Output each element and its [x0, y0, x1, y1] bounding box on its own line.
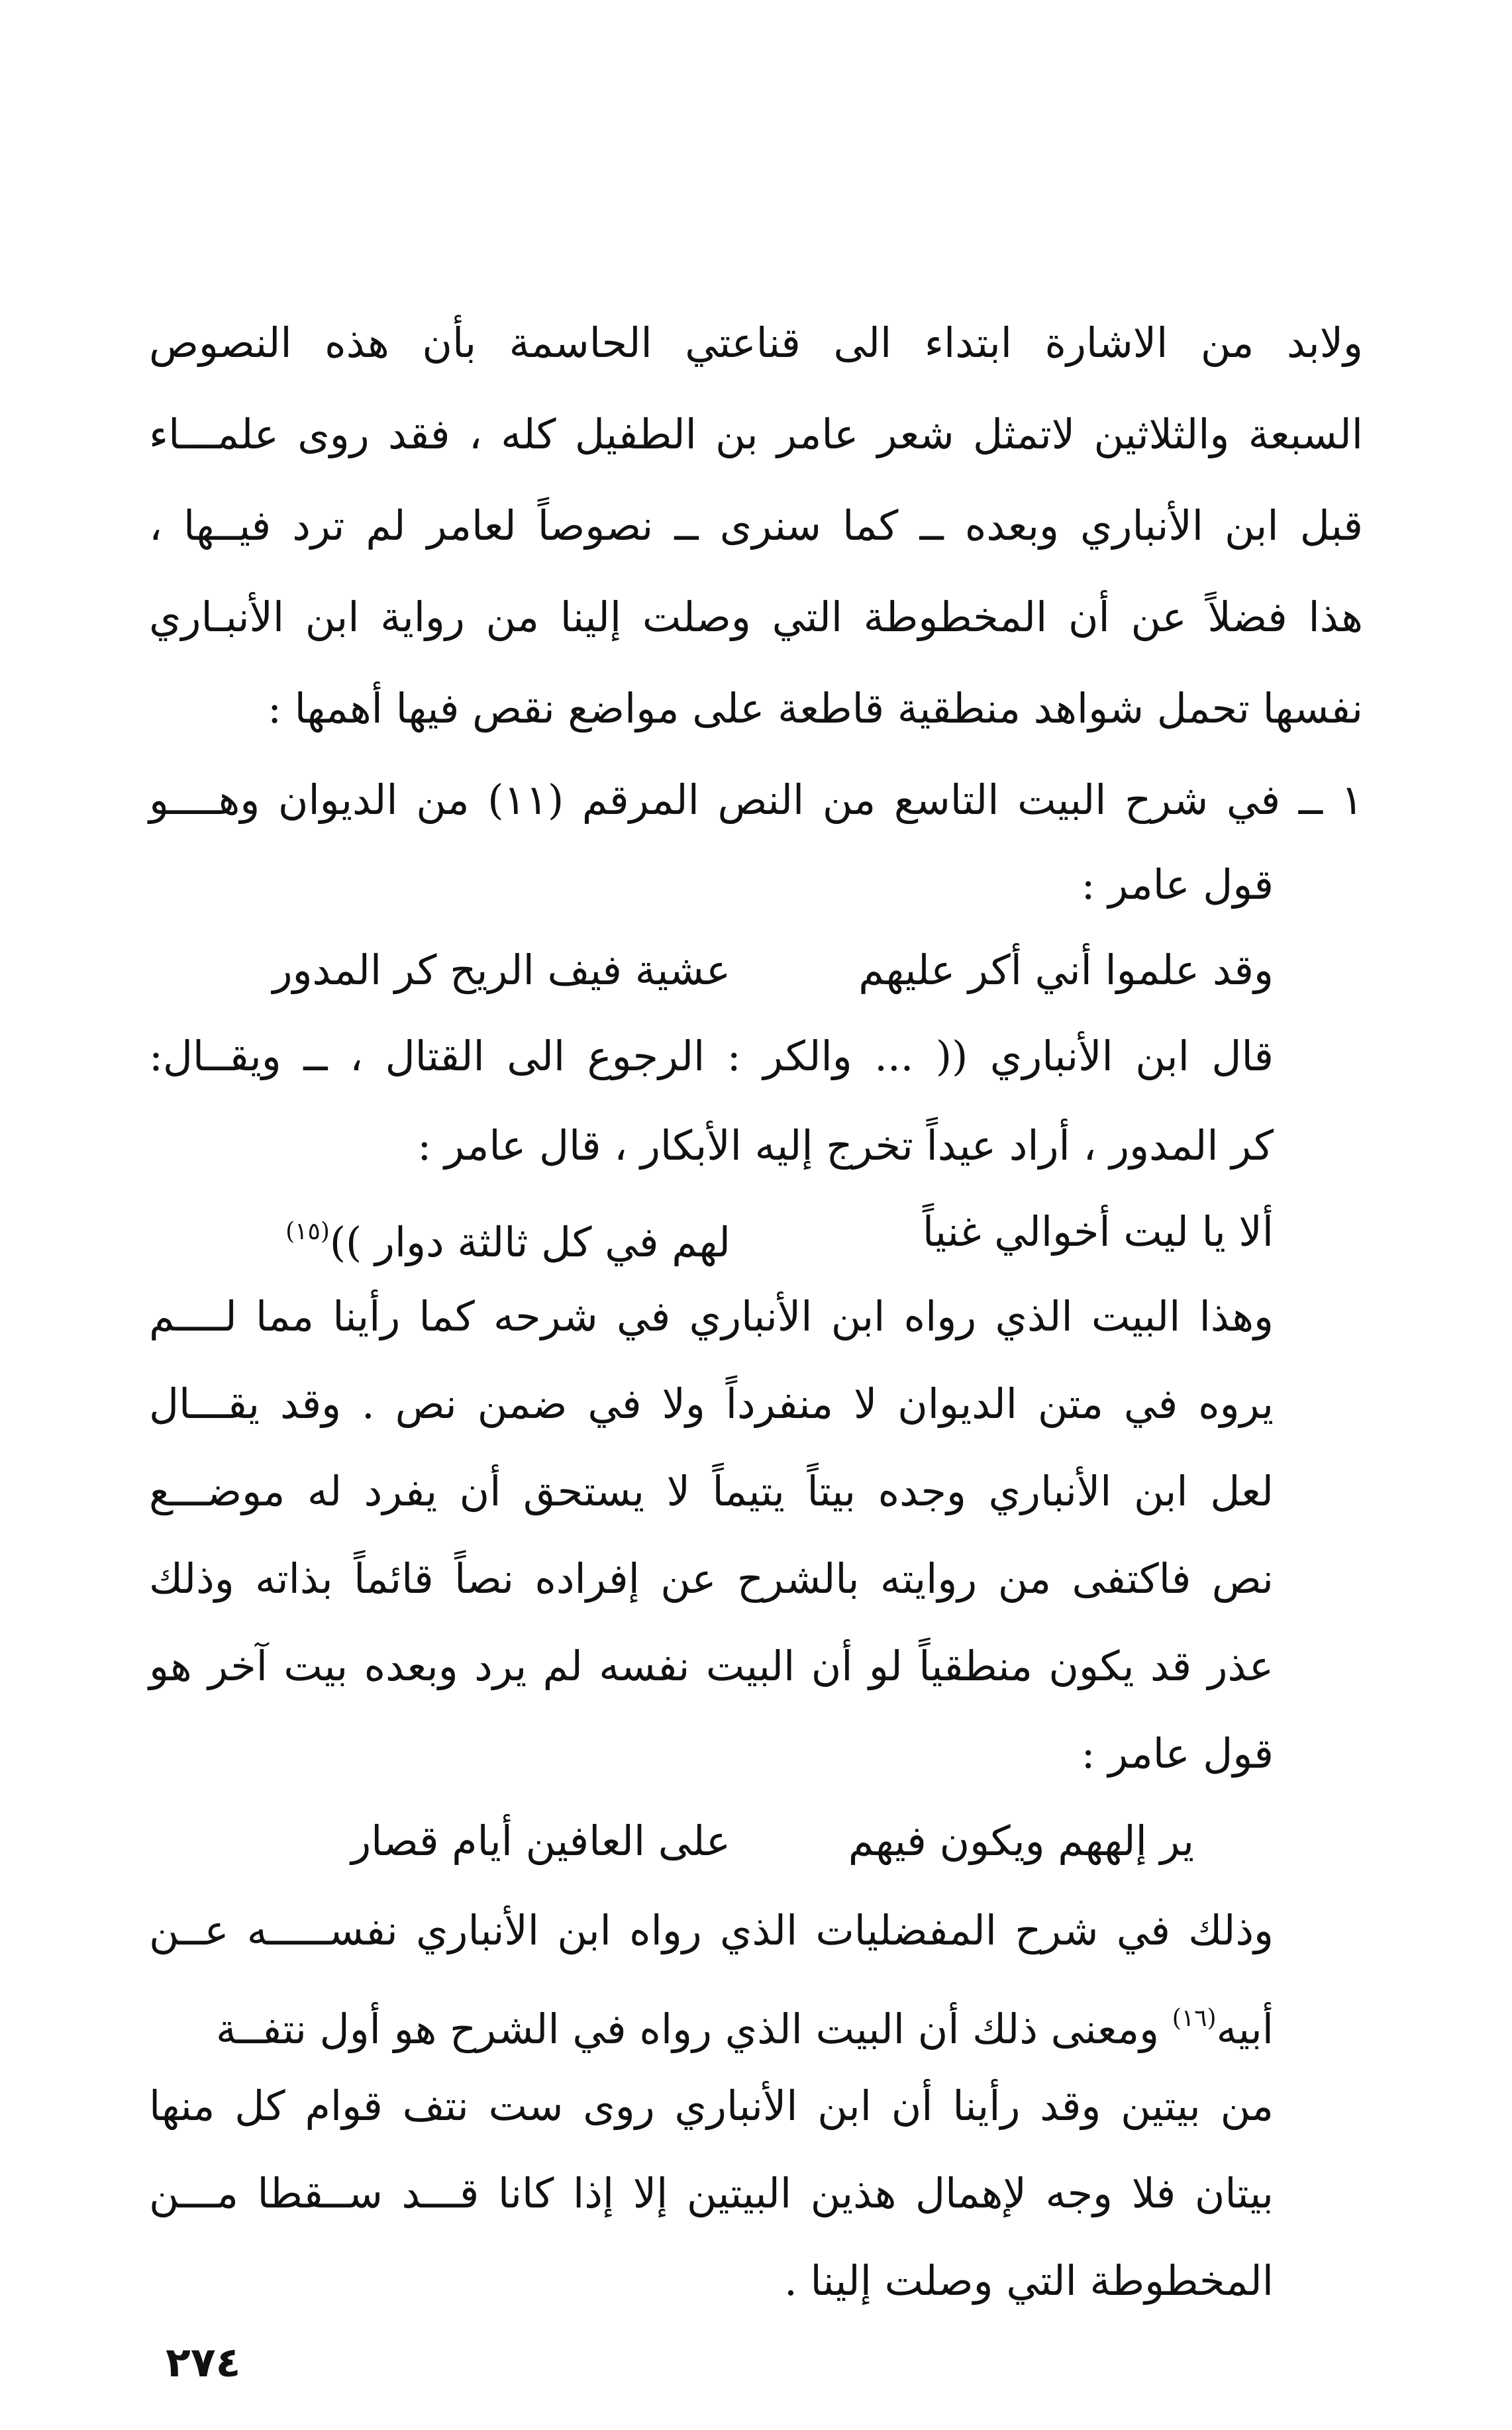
text-line: قبل ابن الأنباري وبعده ــ كما سنرى ــ نصوصاً لعامر لم ترد فيــها ، [149, 501, 1363, 550]
verse-first-hemistich: ير إلههم ويكون فيهم [848, 1817, 1194, 1865]
text-line: لعل ابن الأنباري وجده بيتاً يتيماً لا يستحق أن يفرد له موضـــع [149, 1467, 1274, 1515]
text-line: قول عامر : [1081, 1729, 1274, 1778]
verse-second-hemistich: على العافين أيام قصار [351, 1817, 731, 1865]
text-segment: ومعنى ذلك أن البيت الذي رواه في الشرح هو أول نتفــة [216, 2005, 1172, 2053]
text-line: يروه في متن الديوان لا منفرداً ولا في ضمن نص . وقد يقـــال [149, 1380, 1274, 1428]
text-line: قال ابن الأنباري (( ... والكر : الرجوع الى القتال ، ــ ويقــال: [149, 1032, 1274, 1080]
text-segment: أبيه [1216, 2005, 1274, 2053]
text-line: ولابد من الاشارة ابتداء الى قناعتي الحاسمة بأن هذه النصوص [149, 319, 1363, 367]
verse-second-text: لهم في كل ثالثة دوار )) [329, 1218, 731, 1266]
verse-first-hemistich: ألا يا ليت أخوالي غنياً [922, 1207, 1274, 1256]
footnote-marker: (١٥) [285, 1218, 330, 1245]
text-line-with-footnote [149, 1992, 1274, 2053]
text-line: وذلك في شرح المفضليات الذي رواه ابن الأنباري نفســـــه عــن [149, 1906, 1274, 1954]
text-line: نص فاكتفى من روايته بالشرح عن إفراده نصاً قائماً بذاته وذلك [149, 1554, 1274, 1603]
poem-verse [149, 1205, 1274, 1266]
text-line: عذر قد يكون منطقياً لو أن البيت نفسه لم يرد وبعده بيت آخر هو [149, 1642, 1274, 1690]
text-line: كر المدور ، أراد عيداً تخرج إليه الأبكار ، قال عامر : [417, 1121, 1274, 1170]
poem-verse [149, 944, 1274, 997]
text-line: ١ ــ في شرح البيت التاسع من النص المرقم (١١) من الديوان وهــــو [149, 776, 1364, 824]
text-line: المخطوطة التي وصلت إلينا . [784, 2256, 1274, 2305]
text-line: بيتان فلا وجه لإهمال هذين البيتين إلا إذا كانا قـــد ســقطا مـــن [149, 2169, 1274, 2217]
text-line: السبعة والثلاثين لاتمثل شعر عامر بن الطفيل كله ، فقد روى علمـــاء [149, 410, 1363, 458]
page-number: ٢٧٤ [166, 2338, 241, 2386]
poem-verse [149, 1815, 1274, 1868]
text-line: قول عامر : [1081, 860, 1274, 909]
text-line: وهذا البيت الذي رواه ابن الأنباري في شرحه كما رأينا مما لــــم [149, 1292, 1274, 1341]
verse-second-hemistich: عشية فيف الريح كر المدور [272, 946, 731, 994]
text-line: هذا فضلاً عن أن المخطوطة التي وصلت إلينا من رواية ابن الأنبـاري [149, 593, 1363, 641]
text-line: نفسها تحمل شواهد منطقية قاطعة على مواضع نقص فيها أهمها : [268, 684, 1363, 733]
verse-second-hemistich [285, 1205, 731, 1269]
footnote-marker: (١٦) [1172, 2005, 1217, 2032]
verse-first-hemistich: وقد علموا أني أكر عليهم [858, 946, 1274, 994]
text-line: من بيتين وقد رأينا أن ابن الأنباري روى ست نتف قوام كل منها [149, 2082, 1274, 2130]
